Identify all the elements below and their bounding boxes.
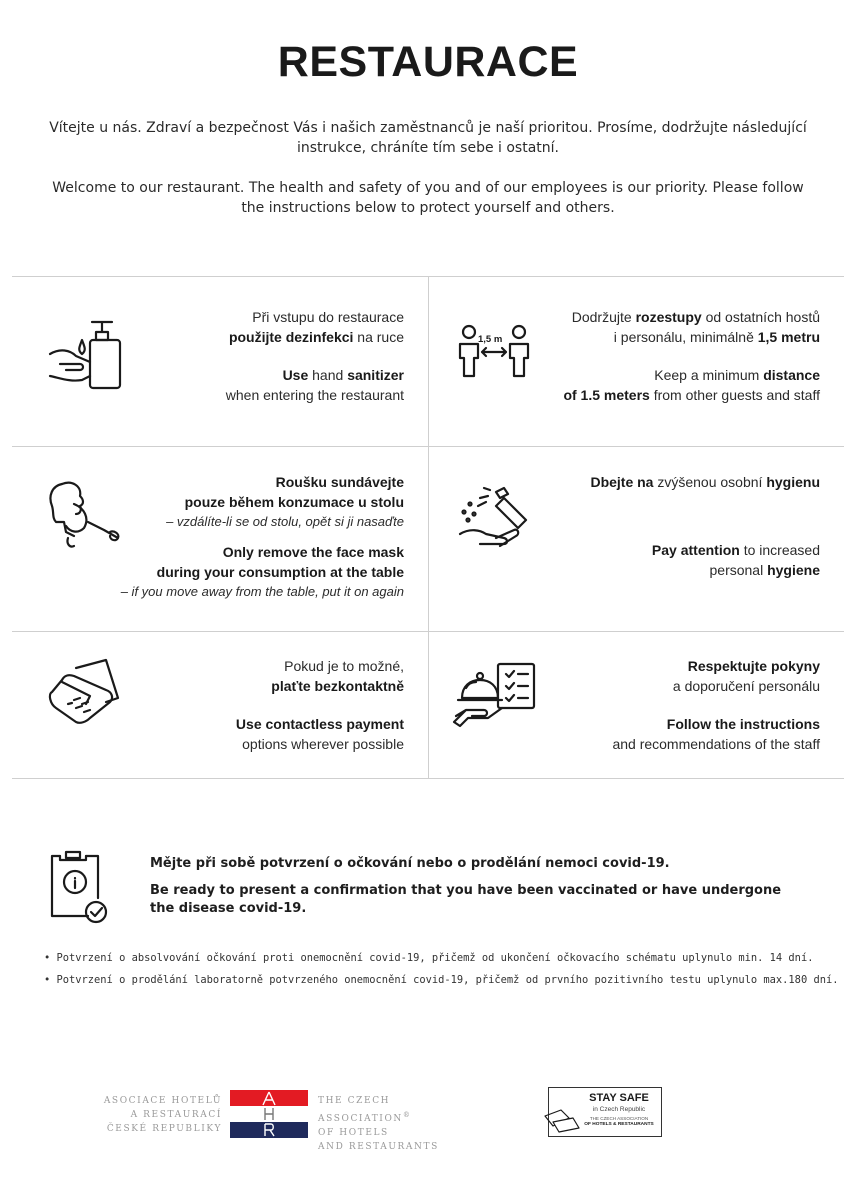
ahr-en-line1: [318, 1094, 488, 1126]
payment-cz-line2: [100, 676, 404, 696]
hygiene-en-line1: [510, 540, 820, 560]
sanitizer-en-line2: when entering the restaurant: [225, 387, 404, 403]
distance-cz-bold2: 1,5 metru: [757, 329, 820, 345]
ahr-cz-line1: ASOCIACE HOTELŮ: [103, 1096, 222, 1106]
distance-text: [510, 307, 820, 405]
distance-en-line1: [510, 365, 820, 385]
mask-en-line3: – if you move away from the table, put it on again: [120, 584, 404, 599]
stay-safe-assoc1: THE CZECH ASSOCIATION: [589, 1116, 649, 1121]
mask-cz-bold2: pouze během konzumace u stolu: [184, 494, 404, 510]
grid-divider: [12, 778, 844, 779]
mask-cz-line2: [100, 492, 404, 512]
vaccination-cz: Mějte při sobě potvrzení o očkování nebo o prodělání nemoci covid-19.: [150, 856, 670, 871]
stay-safe-sub: in Czech Republic: [592, 1106, 646, 1113]
clipboard-info-icon: [46, 846, 110, 926]
hygiene-cz-bold2: hygienu: [766, 474, 820, 490]
staff-cz-bold: Respektujte pokyny: [687, 658, 820, 674]
mask-cz-bold1: Roušku sundávejte: [275, 474, 404, 490]
staff-en-line2: and recommendations of the staff: [612, 736, 820, 752]
sanitizer-cz-line2: [100, 327, 404, 347]
payment-en-line2: options wherever possible: [242, 736, 404, 752]
staff-cz-line2: a doporučení personálu: [672, 678, 820, 694]
ahr-cz-line2: A RESTAURACÍ: [130, 1110, 222, 1120]
payment-cz-line1: Pokud je to možné,: [284, 658, 404, 674]
sanitizer-text: [100, 307, 404, 405]
mask-en-bold2: during your consumption at the table: [156, 564, 404, 580]
sanitizer-cz-line1: Při vstupu do restaurace: [252, 309, 404, 325]
handshake-icon: [543, 1106, 583, 1136]
ahr-logo-cz-text: [86, 1094, 222, 1136]
sanitizer-cz-rest: na ruce: [353, 329, 404, 345]
sanitizer-en-bold1: Use: [282, 367, 309, 383]
mask-en-line2: [100, 562, 404, 582]
payment-text: [100, 656, 404, 754]
ahr-cz-line3: ČESKÉ REPUBLIKY: [106, 1124, 222, 1134]
mask-cz-line3: – vzdálíte-li se od stolu, opět si ji nasaďte: [166, 514, 404, 529]
hygiene-en-bold1: Pay attention: [651, 542, 740, 558]
note-recovered: • Potvrzení o prodělání laboratorně potvrzeného onemocnění covid-19, přičemž od prvního pozitivního testu uplynulo max.180 dní.: [44, 974, 839, 986]
distance-icon-label: 1,5 m: [478, 334, 503, 345]
hygiene-text: [510, 472, 820, 580]
mask-text: [100, 472, 404, 602]
payment-en-bold: Use contactless payment: [235, 716, 404, 732]
stay-safe-title: STAY SAFE: [589, 1092, 649, 1104]
distance-en-bold2: of 1.5 meters: [563, 387, 650, 403]
sanitizer-en-line1: [100, 365, 404, 385]
ahr-en-line1-text: THE CZECH ASSOCIATION: [318, 1096, 403, 1124]
stay-safe-badge: [548, 1087, 662, 1137]
vaccination-en: Be ready to present a confirmation that you have been vaccinated or have undergone the disease covid-19.: [150, 883, 782, 916]
distance-cz-line1: [510, 307, 820, 327]
hygiene-cz-bold1: Dbejte na: [590, 474, 654, 490]
staff-en-line1: [510, 714, 820, 734]
distance-en-rest: from other guests and staff: [649, 387, 820, 403]
ahr-en-line3: AND RESTAURANTS: [318, 1142, 439, 1152]
intro-english: Welcome to our restaurant. The health and safety of you and of our employees is our priority. Please follow the instructions below to protect yourself and others.: [52, 180, 804, 216]
page-title: RESTAURACE: [277, 38, 579, 86]
mask-cz-line1: [100, 472, 404, 492]
distance-cz-bold: rozestupy: [635, 309, 702, 325]
hygiene-cz-line1: [510, 472, 820, 492]
staff-en-bold: Follow the instructions: [666, 716, 820, 732]
distance-cz-line2: [510, 327, 820, 347]
hygiene-en-rest: to increased: [739, 542, 820, 558]
distance-en-bold: distance: [763, 367, 820, 383]
intro-czech: Vítejte u nás. Zdraví a bezpečnost Vás i našich zaměstnanců je naší prioritou. Prosíme, dodržujte následující instrukce, chráníte tím sebe i ostatní.: [49, 120, 807, 156]
staff-text: [510, 656, 820, 754]
sanitizer-en-bold2: sanitizer: [347, 367, 404, 383]
stay-safe-assoc2: OF HOTELS & RESTAURANTS: [584, 1122, 654, 1127]
payment-en-line1: [100, 714, 404, 734]
sanitizer-en-mid: hand: [308, 367, 348, 383]
hygiene-en-a: personal: [709, 562, 768, 578]
hygiene-en-bold2: hygiene: [767, 562, 820, 578]
staff-cz-line1: [510, 656, 820, 676]
payment-cz-bold: plaťte bezkontaktně: [271, 678, 404, 694]
grid-divider: [428, 276, 429, 778]
ahr-logo-en-text: [318, 1094, 488, 1154]
hygiene-cz-mid: zvýšenou osobní: [653, 474, 767, 490]
distance-cz-d: i personálu, minimálně: [613, 329, 758, 345]
note-vaccinated: • Potvrzení o absolvování očkování proti onemocnění covid-19, přičemž od ukončení očkovacího schématu uplynulo min. 14 dní.: [44, 952, 814, 964]
hygiene-en-line2: [510, 560, 820, 580]
ahr-logo-mark: [230, 1090, 308, 1138]
distance-en-line2: [510, 385, 820, 405]
ahr-registered-mark: ®: [402, 1111, 412, 1119]
sanitizer-cz-bold: použijte dezinfekci: [228, 329, 354, 345]
mask-en-line1: [100, 542, 404, 562]
distance-en-a: Keep a minimum: [654, 367, 764, 383]
mask-en-bold1: Only remove the face mask: [222, 544, 404, 560]
ahr-en-line2: OF HOTELS: [318, 1128, 389, 1138]
distance-cz-c: od ostatních hostů: [701, 309, 820, 325]
distance-cz-a: Dodržujte: [571, 309, 636, 325]
